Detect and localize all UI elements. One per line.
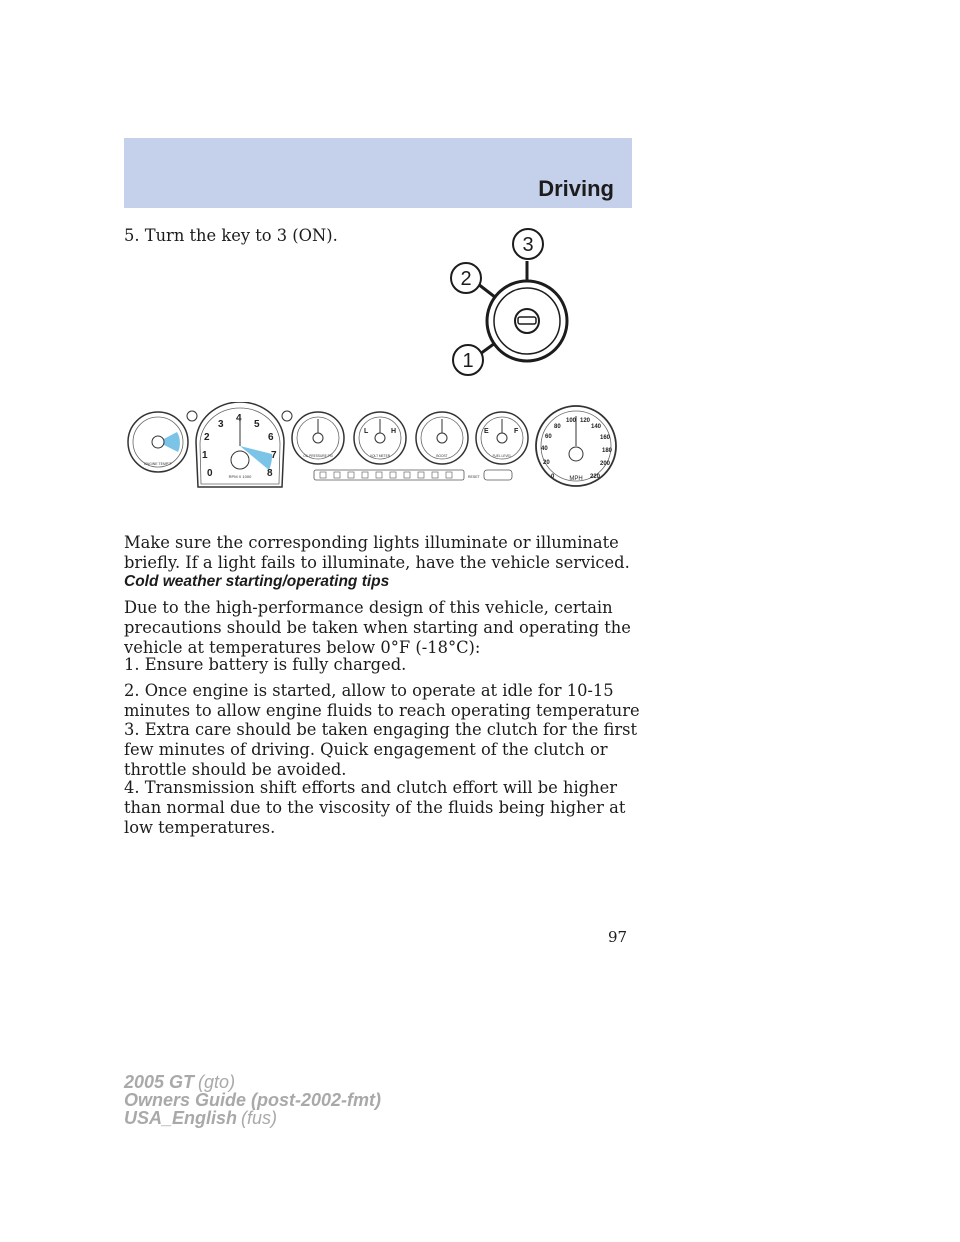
warning-lamp-strip xyxy=(314,470,512,480)
tip-3: 3. Extra care should be taken engaging the clutch for the first few minutes of driving. Quick engagement of the clutch or throttle should be avoided. xyxy=(124,720,638,779)
tach-1: 1 xyxy=(202,450,208,461)
footer-guide-format: Owners Guide (post-2002-fmt) xyxy=(124,1090,382,1110)
position-2-label: 2 xyxy=(460,268,472,290)
instrument-cluster-illustration xyxy=(124,402,636,496)
tach-3: 3 xyxy=(218,419,224,430)
boost-gauge xyxy=(416,412,468,464)
footer-model-code: (gto) xyxy=(198,1072,236,1092)
cold-weather-intro: Due to the high-performance design of this vehicle, certain precautions should be taken when starting and operating the vehicle at temperatures below 0°F (-18°C): xyxy=(124,598,631,657)
reset-label: RESET xyxy=(468,475,480,479)
speedometer xyxy=(536,406,616,486)
footer-line-2 xyxy=(124,1091,381,1109)
speed-120: 120 xyxy=(580,418,591,424)
volt-low: L xyxy=(364,428,369,435)
speed-0: 0 xyxy=(551,474,555,480)
speed-160: 160 xyxy=(600,435,611,441)
tach-2: 2 xyxy=(204,432,210,443)
footer-language-code: (fus) xyxy=(241,1108,278,1128)
speed-20: 20 xyxy=(543,460,550,466)
cold-weather-subheading: Cold weather starting/operating tips xyxy=(124,573,390,590)
adjust-knob-right-icon xyxy=(282,411,292,421)
tach-8: 8 xyxy=(267,468,273,479)
boost-label: BOOST xyxy=(436,454,448,458)
page-number: 97 xyxy=(608,928,628,946)
position-1-callout xyxy=(453,345,483,375)
fuel-empty: E xyxy=(484,428,489,435)
speed-40: 40 xyxy=(541,446,548,452)
speed-140: 140 xyxy=(591,424,602,430)
document-footer xyxy=(124,1073,381,1127)
tip-4: 4. Transmission shift efforts and clutch effort will be higher than normal due to the viscosity of the fluids being higher at low temperatures. xyxy=(124,778,626,837)
fuel-gauge xyxy=(476,412,528,464)
tach-6: 6 xyxy=(268,432,274,443)
trip-display xyxy=(484,470,512,480)
tachometer xyxy=(196,402,284,487)
adjust-knob-left-icon xyxy=(187,411,197,421)
volt-high: H xyxy=(391,428,397,435)
tach-5: 5 xyxy=(254,419,260,430)
tach-4: 4 xyxy=(236,413,242,424)
engine-temp-label: ENGINE TEMP°F xyxy=(144,462,172,466)
footer-line-3 xyxy=(124,1109,381,1127)
position-1-label: 1 xyxy=(462,350,474,372)
oil-pressure-gauge xyxy=(292,412,344,464)
speed-220: 220 xyxy=(590,474,601,480)
footer-line-1 xyxy=(124,1073,381,1091)
ignition-key-diagram xyxy=(440,226,580,386)
engine-temp-gauge xyxy=(128,412,188,472)
speed-unit-label: MPH xyxy=(569,476,583,482)
volt-meter-gauge xyxy=(354,412,406,464)
fuel-full: F xyxy=(514,428,519,435)
volt-meter-label: VOLT METER xyxy=(369,454,391,458)
section-header-band xyxy=(124,138,632,208)
tip-1: 1. Ensure battery is fully charged. xyxy=(124,655,407,674)
lights-check-paragraph: Make sure the corresponding lights illuminate or illuminate briefly. If a light fails to illuminate, have the vehicle serviced. xyxy=(124,533,630,572)
tip-2: 2. Once engine is started, allow to operate at idle for 10-15 minutes to allow engine fluids to reach operating temperature xyxy=(124,681,640,720)
footer-model: 2005 GT xyxy=(124,1072,195,1092)
fuel-label: FUEL LEVEL xyxy=(492,454,512,458)
speed-80: 80 xyxy=(554,424,561,430)
footer-language: USA_English xyxy=(124,1108,238,1128)
speed-60: 60 xyxy=(545,434,552,440)
position-3-label: 3 xyxy=(522,234,534,256)
speed-180: 180 xyxy=(602,448,613,454)
oil-pressure-label: OIL PRESSURE PSI xyxy=(303,454,333,458)
tach-0: 0 xyxy=(207,468,213,479)
section-title: Driving xyxy=(538,176,614,201)
speed-100: 100 xyxy=(566,418,577,424)
step-5-text: 5. Turn the key to 3 (ON). xyxy=(124,226,338,245)
position-2-callout xyxy=(451,263,481,293)
speed-200: 200 xyxy=(600,461,611,467)
tach-label: RPM X 1000 xyxy=(228,474,252,479)
position-3-callout xyxy=(513,229,543,259)
tach-7: 7 xyxy=(271,450,277,461)
